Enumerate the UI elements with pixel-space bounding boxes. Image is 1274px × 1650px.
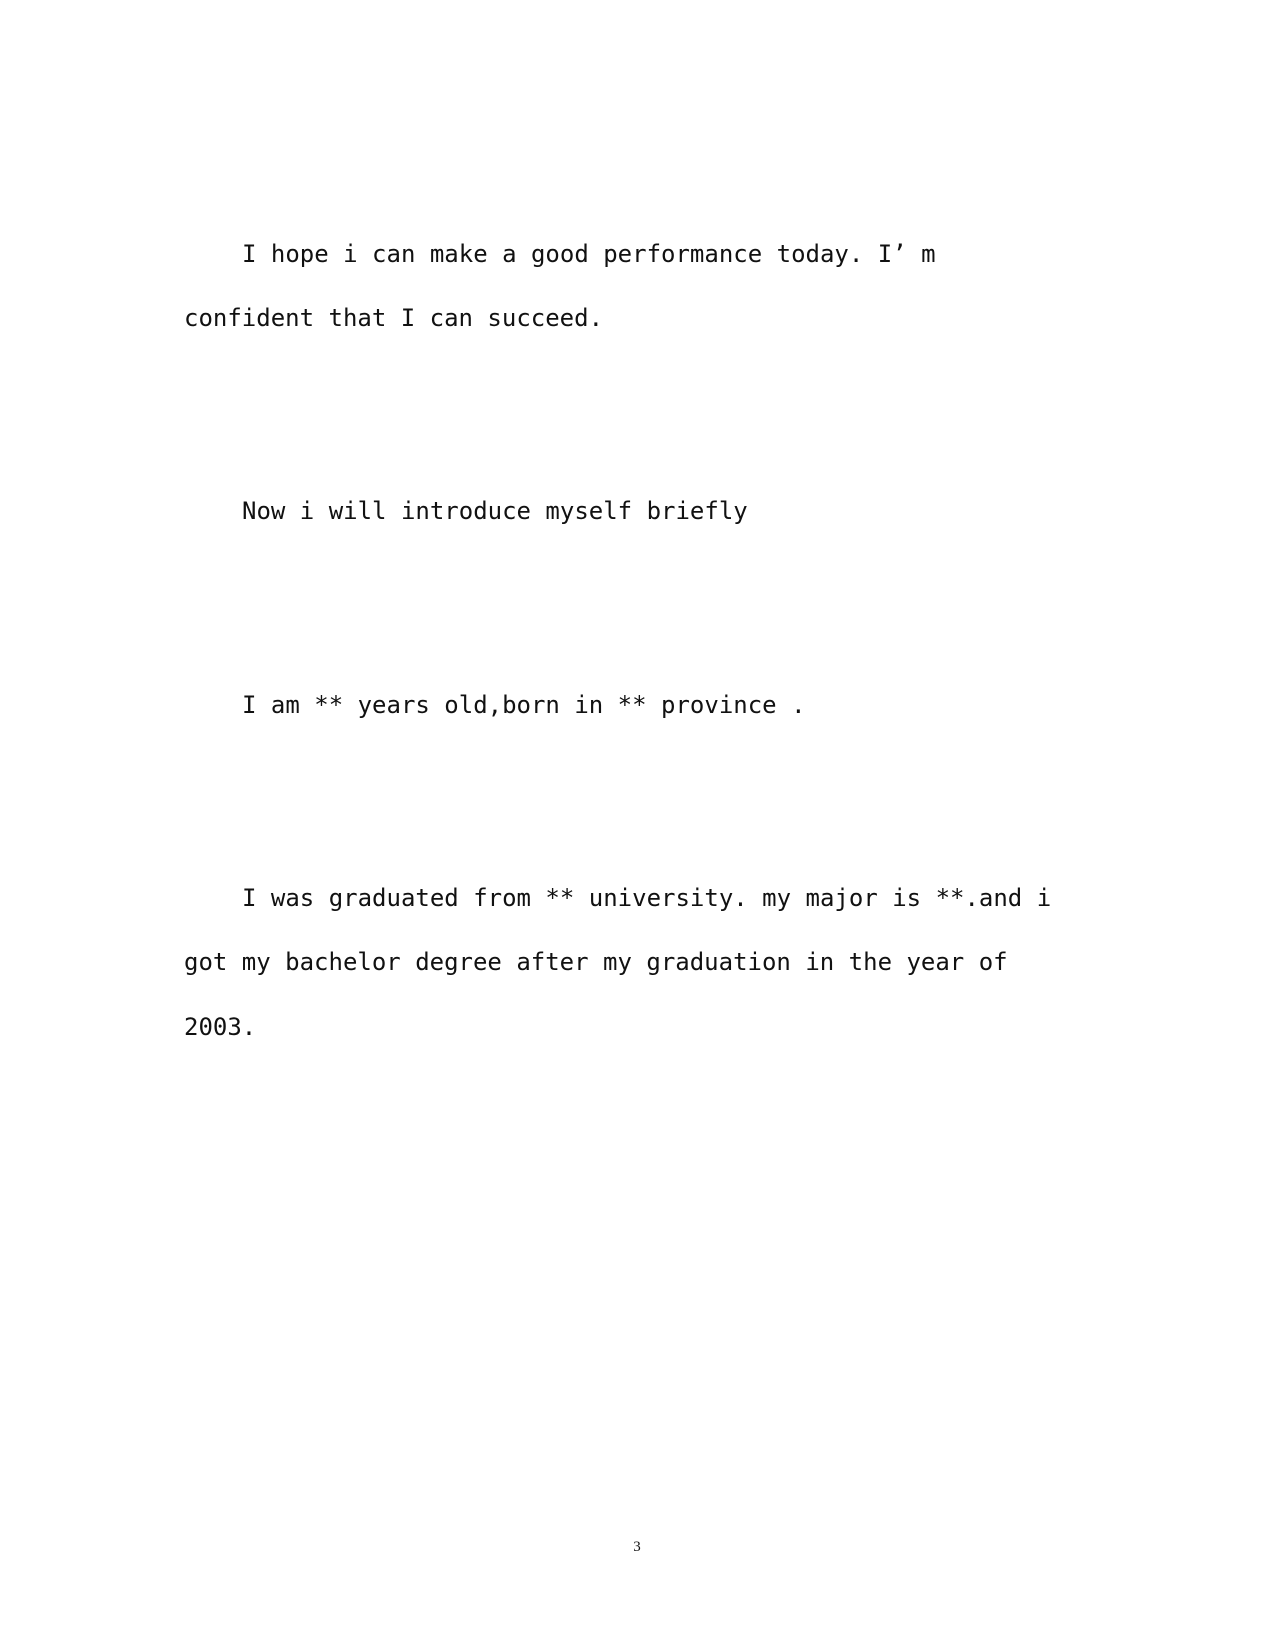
paragraph-line: confident that I can succeed.: [184, 304, 604, 332]
paragraph-line: Now i will introduce myself briefly: [242, 497, 748, 525]
paragraph-line: 2003.: [184, 1013, 257, 1041]
paragraph-line: got my bachelor degree after my graduation in the year of: [184, 948, 1008, 976]
paragraph-line: I hope i can make a good performance today. I’ m: [242, 240, 936, 268]
paragraph-line: I was graduated from ** university. my major is **.and i: [242, 884, 1052, 912]
paragraph-line: I am ** years old,born in ** province .: [242, 691, 806, 719]
page-number: 3: [633, 1539, 641, 1555]
